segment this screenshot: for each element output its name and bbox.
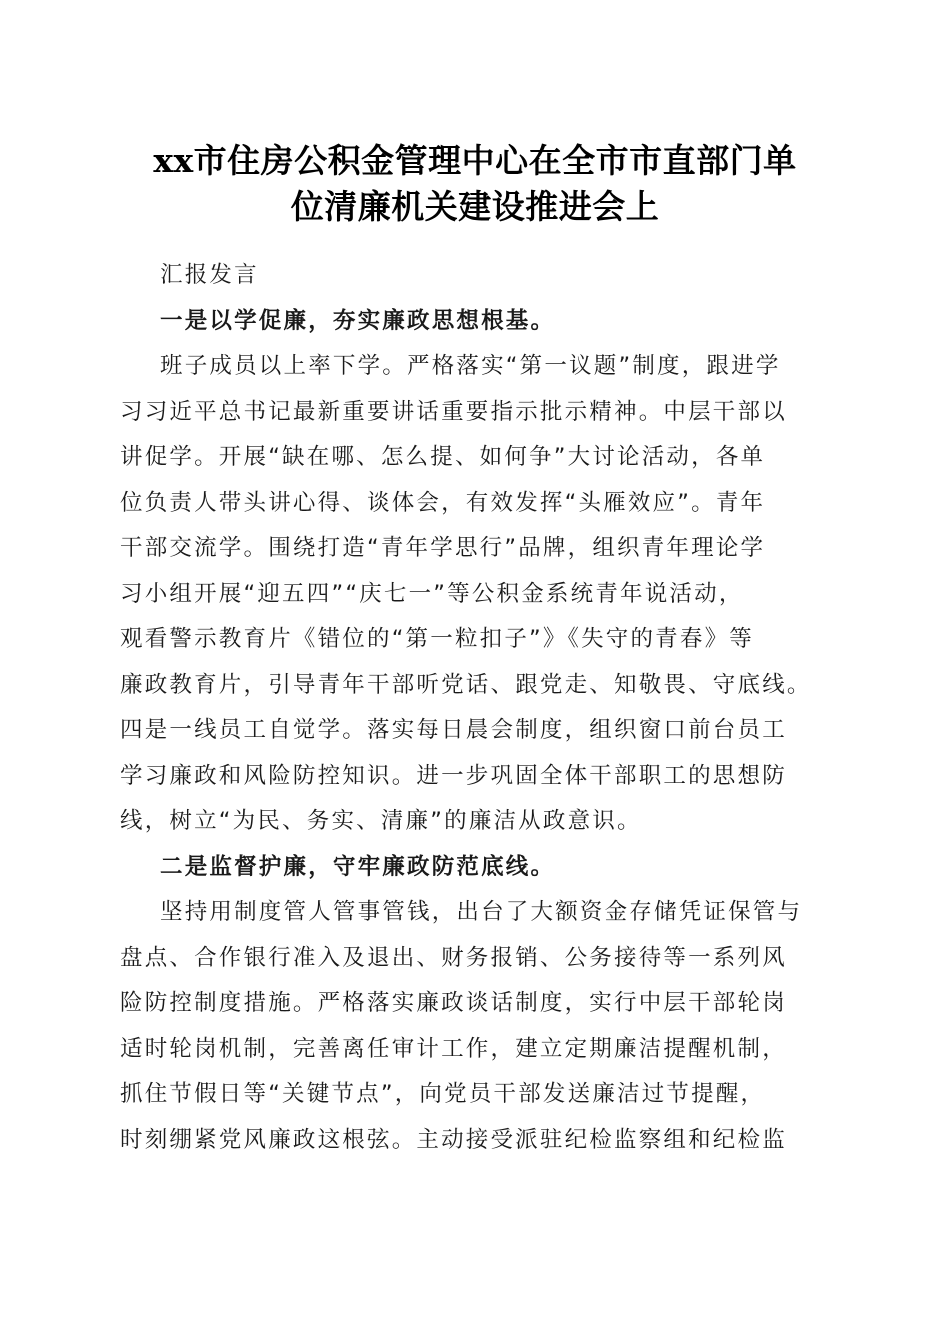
paragraph-1 (120, 344, 832, 845)
document-title (100, 138, 850, 230)
paragraph-2-line: 险防控制度措施。严格落实廉政谈话制度，实行中层干部轮岗 (120, 990, 787, 1016)
paragraph-1-line: 位负责人带头讲心得、谈体会，有效发挥“头雁效应”。青年 (120, 489, 766, 516)
paragraph-1-line: 四是一线员工自觉学。落实每日晨会制度，组织窗口前台员工 (120, 717, 787, 743)
paragraph-2-line: 抓住节假日等“关键节点”，向党员干部发送廉洁过节提醒， (120, 1081, 766, 1107)
section-heading-1 (120, 299, 832, 345)
paragraph-1-line: 习习近平总书记最新重要讲话重要指示批示精神。中层干部以 (120, 398, 787, 425)
title-line-1: xx市住房公积金管理中心在全市市直部门单 (153, 141, 797, 180)
document-body (120, 253, 832, 1163)
section-heading-2-text: 二是监督护廉，守牢廉政防范底线。 (160, 853, 556, 880)
paragraph-2-line: 时刻绷紧党风廉政这根弦。主动接受派驻纪检监察组和纪检监 (120, 1126, 787, 1153)
paragraph-1-line: 线，树立“为民、务实、清廉”的廉洁从政意识。 (120, 808, 642, 834)
paragraph-1-line: 讲促学。开展“缺在哪、怎么提、如何争”大讨论活动，各单 (120, 444, 766, 470)
paragraph-1-line: 干部交流学。围绕打造“青年学思行”品牌，组织青年理论学 (120, 535, 766, 561)
paragraph-1-line: 学习廉政和风险防控知识。进一步巩固全体干部职工的思想防 (120, 762, 787, 789)
paragraph-1-line: 班子成员以上率下学。严格落实“第一议题”制度，跟进学 (160, 353, 781, 379)
paragraph-1-line: 观看警示教育片《错位的“第一粒扣子”》《失守的青春》等 (120, 626, 754, 652)
paragraph-1-line: 习小组开展“迎五四”“庆七一”等公积金系统青年说活动， (120, 580, 744, 607)
paragraph-2-line: 坚持用制度管人管事管钱，出台了大额资金存储凭证保管与 (160, 899, 803, 925)
paragraph-2-line: 适时轮岗机制，完善离任审计工作，建立定期廉洁提醒机制， (120, 1035, 787, 1062)
subtitle-text: 汇报发言 (160, 262, 259, 288)
paragraph-1-line: 廉政教育片，引导青年干部听党话、跟党走、知敬畏、守底线。 (120, 671, 812, 698)
title-line-2: 位清廉机关建设推进会上 (290, 187, 660, 226)
section-heading-2 (120, 845, 832, 891)
paragraph-2-line: 盘点、合作银行准入及退出、财务报销、公务接待等一系列风 (120, 944, 787, 971)
section-heading-1-text: 一是以学促廉，夯实廉政思想根基。 (160, 307, 556, 334)
subtitle-paragraph (120, 253, 832, 299)
paragraph-2 (120, 890, 832, 1163)
